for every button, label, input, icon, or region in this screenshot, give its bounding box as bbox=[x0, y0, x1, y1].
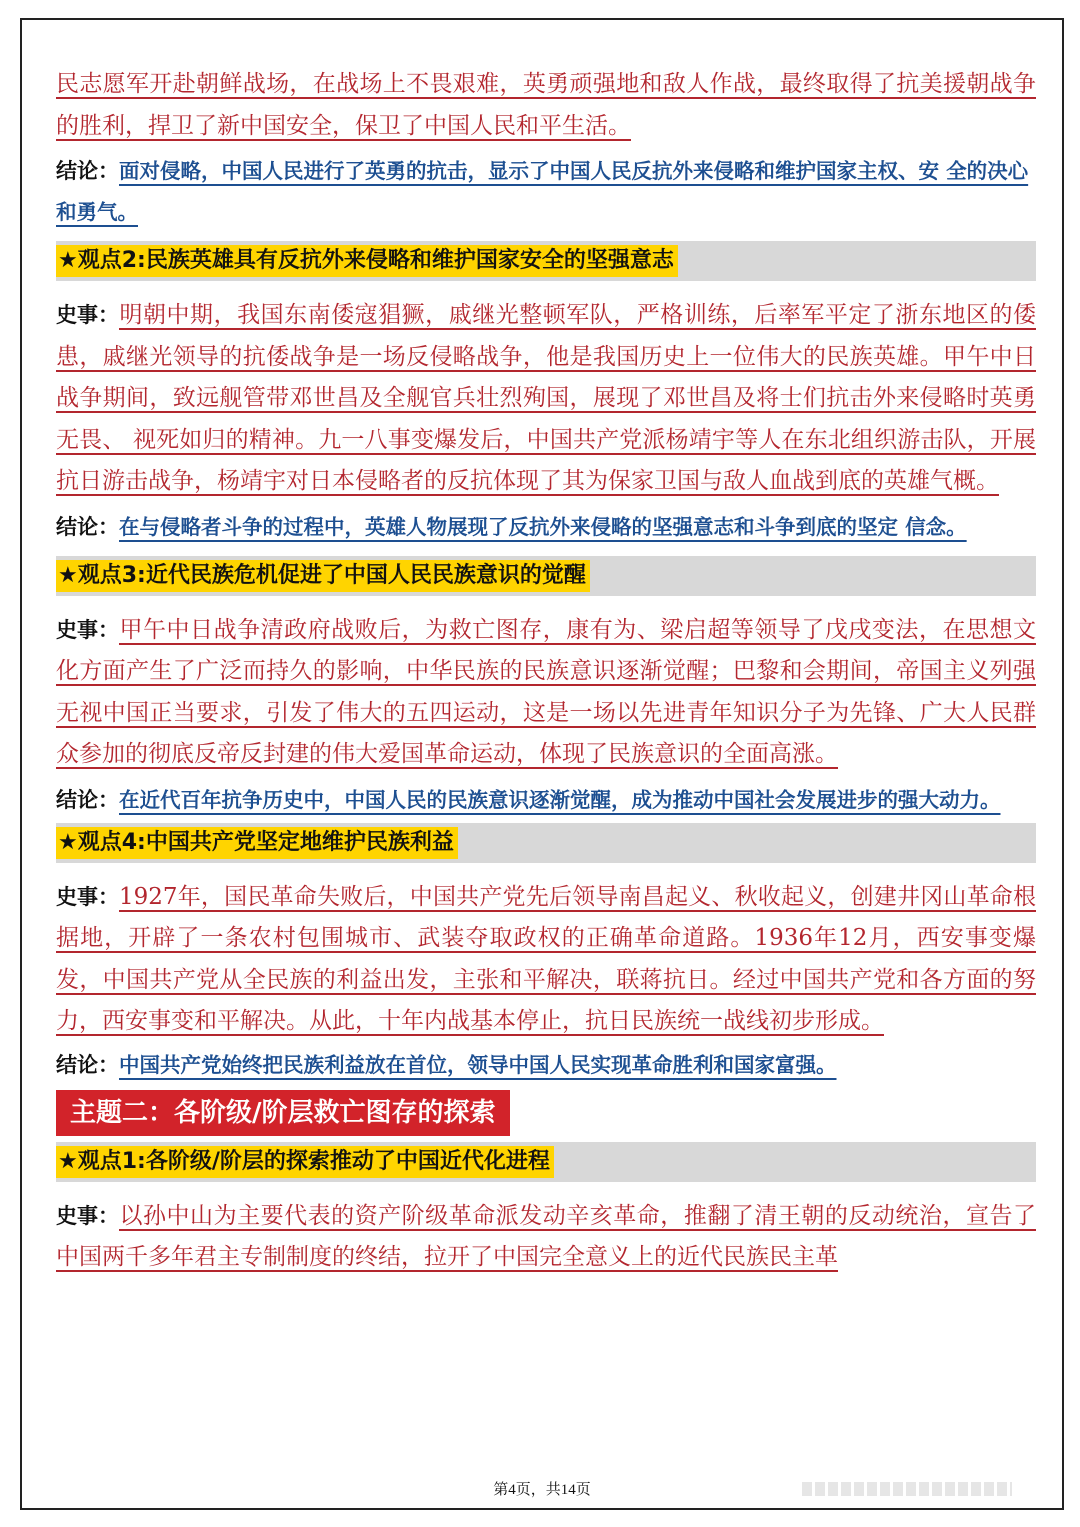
theme-2-viewpoint-1-title: ★观点1:各阶级/阶层的探索推动了中国近代化进程 bbox=[56, 1146, 554, 1178]
page-content bbox=[56, 64, 1036, 1279]
fact-text: 明朝中期，我国东南倭寇猖獗，戚继光整顿军队，严格训练，后率军平定了浙东地区的倭患，戚继光领导的抗倭战争是一场反侵略战争，他是我国历史上一位伟大的民族英雄。甲午中日战争期间，致远舰管带邓世昌及全舰官兵壮烈殉国，展现了邓世昌及将士们抗击外来侵略时英勇无畏、 视死如归的精神。九一八事变爆发后，中国共产党派杨靖宇等人在东北组织游击队，开展抗日游击战争，杨靖宇对日本侵略者的反抗体现了其为保家卫国与敌人血战到底的英雄气概。 bbox=[56, 302, 1036, 494]
fact-label: 史事： bbox=[56, 303, 119, 327]
fact-text: 甲午中日战争清政府战败后，为救亡图存，康有为、梁启超等领导了戊戌变法，在思想文化方面产生了广泛而持久的影响，中华民族的民族意识逐渐觉醒；巴黎和会期间，帝国主义列强无视中国正当要求，引发了伟大的五四运动，这是一场以先进青年知识分子为先锋、广大人民群众参加的彻底反帝反封建的伟大爱国革命运动，体现了民族意识的全面高涨。 bbox=[56, 616, 1036, 767]
conclusion-text: 面对侵略，中国人民进行了英勇的抗击，显示了中国人民反抗外来侵略和维护国家主权、安 全的决心和勇气。 bbox=[56, 159, 1029, 224]
fact-label: 史事： bbox=[56, 884, 119, 909]
faint-watermark-text bbox=[802, 1482, 1012, 1496]
document-page bbox=[20, 18, 1064, 1510]
viewpoint-2-conclusion bbox=[56, 507, 1036, 548]
conclusion-text: 中国共产党始终把民族利益放在首位，领导中国人民实现革命胜利和国家富强。 bbox=[119, 1052, 837, 1077]
viewpoint-3-conclusion bbox=[56, 780, 1036, 821]
viewpoint-4-header bbox=[56, 823, 1036, 863]
viewpoint-4-title: ★观点4:中国共产党坚定地维护民族利益 bbox=[56, 827, 458, 859]
page-number: 第4页，共14页 bbox=[493, 1482, 591, 1498]
fact-text: 1927年，国民革命失败后，中国共产党先后领导南昌起义、秋收起义，创建井冈山革命根据地，开辟了一条农村包围城市、武装夺取政权的正确革命道路。1936年12月，西安事变爆发，中国共产党从全民族的利益出发，主张和平解决，联蒋抗日。经过中国共产党和各方面的努力，西安事变和平解决。从此，十年内战基本停止，抗日民族统一战线初步形成。 bbox=[56, 883, 1036, 1034]
theme-2-viewpoint-1-header bbox=[56, 1142, 1036, 1182]
intro-paragraph: 民志愿军开赴朝鲜战场，在战场上不畏艰难，英勇顽强地和敌人作战，最终取得了抗美援朝战争的胜利，捍卫了新中国安全，保卫了中国人民和平生活。 bbox=[56, 71, 1036, 139]
conclusion-label: 结论： bbox=[56, 787, 119, 812]
viewpoint-4-conclusion bbox=[56, 1045, 1036, 1086]
viewpoint-2-header bbox=[56, 241, 1036, 281]
conclusion-label: 结论： bbox=[56, 159, 119, 183]
fact-text: 以孙中山为主要代表的资产阶级革命派发动辛亥革命，推翻了清王朝的反动统治，宣告了中国两千多年君主专制制度的终结，拉开了中国完全意义上的近代民族民主革 bbox=[56, 1202, 1036, 1270]
conclusion-text: 在与侵略者斗争的过程中，英雄人物展现了反抗外来侵略的坚强意志和斗争到底的坚定 信念。 bbox=[119, 514, 967, 539]
viewpoint-3-fact bbox=[56, 610, 1036, 776]
theme-2-viewpoint-1-fact bbox=[56, 1196, 1036, 1279]
theme-2-banner: 主题二：各阶级/阶层救亡图存的探索 bbox=[56, 1090, 510, 1136]
conclusion-label: 结论： bbox=[56, 514, 119, 539]
fact-label: 史事： bbox=[56, 1203, 119, 1228]
fact-label: 史事： bbox=[56, 617, 119, 642]
viewpoint-3-title: ★观点3:近代民族危机促进了中国人民民族意识的觉醒 bbox=[56, 560, 590, 592]
conclusion-label: 结论： bbox=[56, 1052, 119, 1077]
conclusion-text: 在近代百年抗争历史中，中国人民的民族意识逐渐觉醒，成为推动中国社会发展进步的强大动力。 bbox=[119, 787, 1001, 812]
viewpoint-4-fact bbox=[56, 877, 1036, 1043]
viewpoint-2-title: ★观点2:民族英雄具有反抗外来侵略和维护国家安全的坚强意志 bbox=[56, 245, 678, 277]
viewpoint-2-fact bbox=[56, 295, 1036, 503]
viewpoint-3-header bbox=[56, 556, 1036, 596]
conclusion-0 bbox=[56, 151, 1036, 233]
